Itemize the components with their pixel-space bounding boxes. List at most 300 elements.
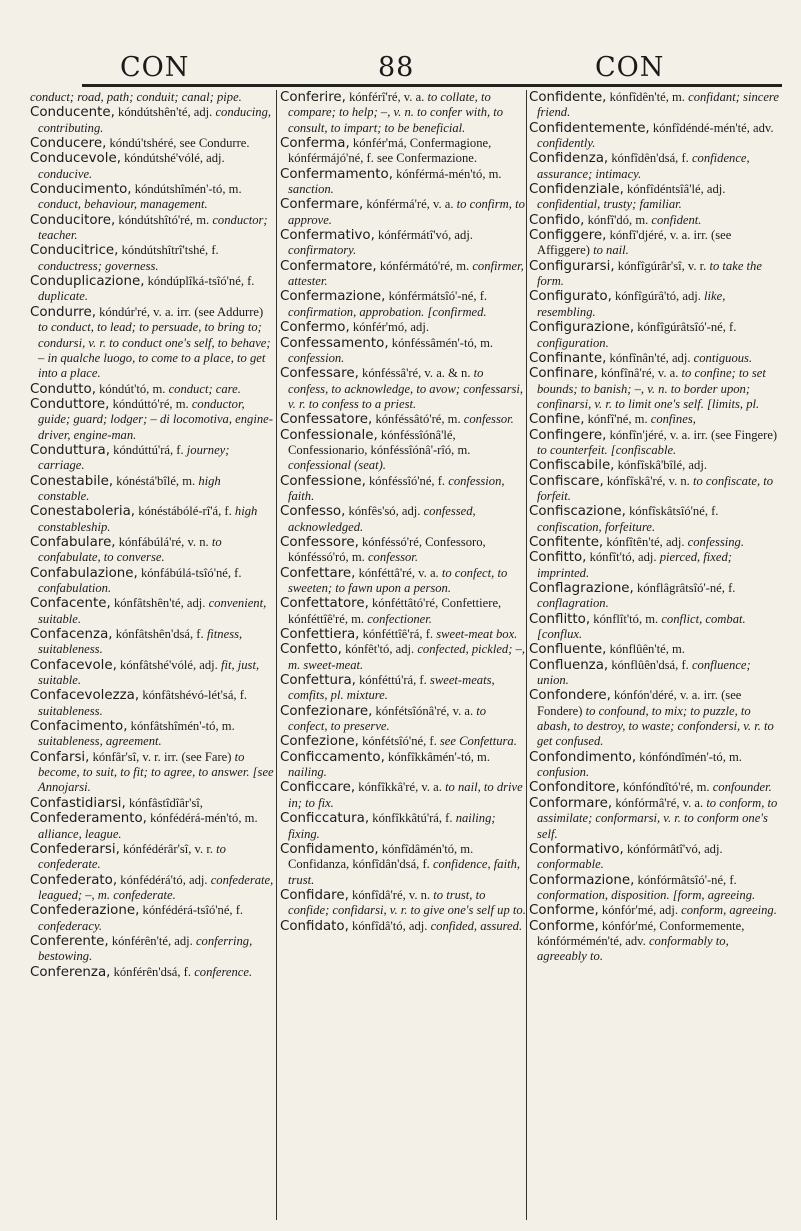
entry-headword: Confitente, bbox=[529, 534, 604, 550]
entry-gloss: sweet-meats, comfits, pl. mixture. bbox=[288, 673, 495, 703]
dictionary-entry bbox=[529, 121, 779, 152]
entry-gloss: to confirm, to approve. bbox=[288, 197, 525, 227]
entry-gloss: confirmation, approbation. [confirmed. bbox=[288, 304, 487, 319]
entry-gloss: confessor. bbox=[463, 412, 514, 427]
entry-gloss: conflict, combat. [conflux. bbox=[537, 611, 746, 642]
entry-headword: Conflagrazione, bbox=[529, 581, 634, 596]
dictionary-entry bbox=[529, 151, 779, 182]
dictionary-entry bbox=[280, 504, 526, 535]
entry-gloss: conductor, guide; guard; lodger; – di locomotiva, engine-driver, engine-man. bbox=[38, 396, 273, 442]
entry-headword: Confondere, bbox=[529, 688, 611, 704]
entry-gloss: conformable. bbox=[537, 857, 604, 872]
entry-headword: Confidente, bbox=[529, 90, 607, 105]
entry-gloss: to collate, to compare; to help; –, v. n. to confer with, to consult, to impart; to be beneficial. bbox=[288, 90, 504, 135]
entry-headword: Confezione, bbox=[280, 734, 359, 750]
entry-headword: Conestabile, bbox=[30, 473, 114, 489]
dictionary-entry bbox=[529, 428, 779, 459]
entry-pronunciation: kónférmá-mén'tó, m. bbox=[396, 166, 502, 181]
entry-gloss: to confect, to preserve. bbox=[288, 703, 487, 734]
dictionary-entry bbox=[529, 504, 779, 535]
dictionary-entry bbox=[30, 382, 274, 397]
dictionary-entry bbox=[280, 842, 526, 888]
entry-pronunciation: kónfîdéntsîâ'lé, adj. bbox=[627, 182, 726, 197]
dictionary-entry bbox=[280, 197, 526, 228]
entry-headword: Confabulare, bbox=[30, 534, 116, 550]
entry-gloss: to confess, to acknowledge, to avow; confessarsi, v. r. to confess to a priest. bbox=[288, 366, 524, 411]
entry-pronunciation: kónférên'té, adj. bbox=[111, 933, 193, 948]
entry-gloss: to trust, to confide; confidarsi, v. r. to give one's self up to. bbox=[288, 887, 526, 918]
entry-headword: Conducimento, bbox=[30, 182, 132, 198]
entry-pronunciation: kóndútshîmén'-tó, m. bbox=[134, 182, 242, 197]
dictionary-entry bbox=[280, 412, 526, 427]
entry-gloss: to take the form. bbox=[537, 258, 762, 289]
entry-gloss: to confound, to mix; to puzzle, to abash, to destroy, to waste; confondersi, v. r. to get confused. bbox=[537, 703, 774, 749]
dictionary-entry bbox=[280, 750, 526, 781]
entry-pronunciation: kóndúttó'ré, m. bbox=[112, 396, 189, 411]
dictionary-entry bbox=[280, 627, 526, 642]
dictionary-entry bbox=[529, 919, 779, 965]
dictionary-entry bbox=[30, 443, 274, 474]
entry-pronunciation: kóndútshîtó'ré, m. bbox=[118, 212, 210, 227]
dictionary-entry bbox=[30, 397, 274, 443]
entry-gloss: to conform, to assimilate; conformarsi, v. r. to conform one's self. bbox=[537, 795, 778, 841]
entry-pronunciation: kónfît'tó, adj. bbox=[589, 550, 657, 565]
entry-pronunciation: kónfîskâ'ré, v. n. bbox=[606, 473, 690, 488]
entry-headword: Confessione, bbox=[280, 473, 366, 489]
entry-gloss: conformation, disposition. [form, agreeing. bbox=[537, 887, 756, 902]
entry-headword: Confiscare, bbox=[529, 473, 604, 489]
entry-gloss: confidential, trusty; familiar. bbox=[537, 197, 682, 212]
entry-pronunciation: kóndúttú'rá, f. bbox=[113, 442, 184, 457]
entry-headword: Confederarsi, bbox=[30, 841, 120, 857]
entry-pronunciation: kónfér'mó, adj. bbox=[352, 320, 429, 335]
entry-headword: Condurre, bbox=[30, 304, 96, 320]
entry-gloss: conferring, bestowing. bbox=[38, 933, 253, 964]
entry-gloss: confectioner. bbox=[367, 611, 432, 626]
dictionary-entry bbox=[30, 934, 274, 965]
dictionary-entry bbox=[280, 320, 526, 335]
entry-gloss: contiguous. bbox=[693, 350, 753, 365]
entry-gloss: confessed, acknowledged. bbox=[288, 504, 476, 534]
entry-gloss: alliance, league. bbox=[38, 826, 122, 841]
entry-headword: Configgere, bbox=[529, 228, 607, 244]
entry-headword: Configurarsi, bbox=[529, 258, 615, 274]
running-head-right: CON bbox=[595, 52, 665, 83]
entry-headword: Confidenza, bbox=[529, 151, 609, 167]
dictionary-entry bbox=[30, 903, 274, 934]
dictionary-entry bbox=[30, 658, 274, 689]
dictionary-entry bbox=[529, 873, 779, 904]
entry-gloss: journey; carriage. bbox=[38, 442, 230, 473]
running-head-left: CON bbox=[120, 52, 190, 83]
dictionary-entry bbox=[30, 688, 274, 719]
entry-headword: Confessionale, bbox=[280, 427, 378, 443]
entry-headword: Conflitto, bbox=[529, 611, 591, 627]
entry-headword: Conferente, bbox=[30, 933, 109, 949]
dictionary-entry bbox=[30, 243, 274, 274]
dictionary-entry bbox=[280, 167, 526, 198]
entry-pronunciation: kónfîskâ'bîlé, adj. bbox=[617, 458, 707, 473]
dictionary-entry bbox=[280, 289, 526, 320]
entry-pronunciation: kónfâr'sî, v. r. irr. (see Fare) bbox=[92, 749, 232, 764]
entry-gloss: to confederate. bbox=[38, 841, 226, 872]
entry-headword: Conducitore, bbox=[30, 212, 116, 228]
entry-headword: Confiscazione, bbox=[529, 504, 626, 520]
column-1 bbox=[30, 90, 274, 1220]
entry-pronunciation: kónfórmâtî'vó, adj. bbox=[626, 841, 723, 856]
entry-gloss: high constableship. bbox=[38, 504, 258, 534]
entry-pronunciation: kónfábúlá'ré, v. n. bbox=[118, 534, 209, 549]
entry-headword: Confacevolezza, bbox=[30, 688, 140, 704]
entry-pronunciation: kónférmá'ré, v. a. bbox=[366, 197, 454, 212]
entry-gloss: confession, faith. bbox=[288, 473, 505, 503]
entry-pronunciation: kónfér'má, Confermagione, kónférmájó'né, f. see Confermazione. bbox=[288, 136, 492, 166]
dictionary-entry bbox=[529, 351, 779, 366]
entry-headword: Confluenza, bbox=[529, 657, 609, 673]
entry-pronunciation: kóndú'tshéré, see Condurre. bbox=[109, 136, 250, 151]
entry-headword: Conformativo, bbox=[529, 841, 624, 857]
entry-gloss: to confine; to set bounds; to banish; –, v. n. to border upon; confinarsi, v. r. to limit one's self. [limits, pl. bbox=[537, 366, 766, 411]
entry-pronunciation: kónférî'ré, v. a. bbox=[349, 90, 425, 104]
entry-pronunciation: kónfâtshé'vólé, adj. bbox=[120, 657, 218, 672]
entry-headword: Confettatore, bbox=[280, 596, 369, 612]
entry-headword: Confidare, bbox=[280, 887, 349, 903]
entry-headword: Confidentemente, bbox=[529, 120, 650, 136]
entry-gloss: suitableness. bbox=[38, 703, 103, 718]
entry-headword: Conficcamento, bbox=[280, 749, 385, 765]
entry-pronunciation: kónfâtshévó-lét'sá, f. bbox=[142, 688, 248, 703]
entry-pronunciation: kónférmátó'ré, m. bbox=[379, 258, 470, 273]
entry-headword: Conducitrice, bbox=[30, 243, 119, 259]
entry-headword: Conestaboleria, bbox=[30, 504, 136, 520]
entry-gloss: to nail, to drive in; to fix. bbox=[288, 780, 523, 810]
entry-gloss: confiscation, forfeiture. bbox=[537, 519, 656, 534]
entry-headword: Confabulazione, bbox=[30, 565, 138, 581]
entry-gloss: confirmatory. bbox=[288, 243, 357, 258]
entry-pronunciation: kónfîgúrâr'sî, v. r. bbox=[617, 258, 707, 273]
entry-headword: Confederato, bbox=[30, 872, 118, 888]
dictionary-entry bbox=[30, 796, 274, 811]
entry-headword: Conferma, bbox=[280, 136, 350, 152]
dictionary-entry bbox=[529, 612, 779, 643]
entry-gloss: confederacy. bbox=[38, 918, 102, 933]
dictionary-entry bbox=[30, 811, 274, 842]
entry-headword: Confermatore, bbox=[280, 258, 377, 274]
entry-gloss: configuration. bbox=[537, 335, 609, 350]
entry-pronunciation: kónfétsîó'né, f. bbox=[362, 734, 437, 749]
entry-headword: Confessamento, bbox=[280, 335, 389, 351]
entry-headword: Confettare, bbox=[280, 565, 356, 581]
entry-gloss: confines, bbox=[650, 412, 696, 427]
dictionary-entry bbox=[529, 412, 779, 427]
dictionary-entry bbox=[529, 688, 779, 749]
entry-gloss: conducive. bbox=[38, 166, 93, 181]
entry-pronunciation: kónfîkkâtú'rá, f. bbox=[372, 811, 453, 826]
entry-gloss: to confabulate, to converse. bbox=[38, 534, 222, 565]
dictionary-entry bbox=[30, 566, 274, 597]
entry-gloss: conference. bbox=[194, 964, 253, 979]
entry-pronunciation: kónfédérâr'sî, v. r. bbox=[123, 841, 213, 856]
entry-gloss: confided, assured. bbox=[430, 918, 523, 933]
entry-pronunciation: kóndút'tó, m. bbox=[99, 381, 166, 396]
entry-pronunciation: kóndúr'ré, v. a. irr. (see Addurre) bbox=[99, 304, 264, 319]
dictionary-entry bbox=[30, 274, 274, 305]
entry-pronunciation: kónfórmâtsîó'-né, f. bbox=[637, 872, 737, 887]
dictionary-entry bbox=[280, 780, 526, 811]
entry-headword: Conducente, bbox=[30, 105, 115, 121]
dictionary-entry bbox=[280, 366, 526, 412]
entry-pronunciation: kónfór'mé, adj. bbox=[601, 903, 678, 918]
entry-gloss: fitness, suitableness. bbox=[38, 627, 243, 657]
entry-headword: Confidamento, bbox=[280, 841, 379, 857]
entry-headword: Confermazione, bbox=[280, 289, 386, 305]
dictionary-entry bbox=[280, 428, 526, 474]
entry-pronunciation: kónfédérá-mén'tó, m. bbox=[150, 811, 258, 826]
entry-pronunciation: kónfóndîtó'ré, m. bbox=[622, 780, 710, 795]
entry-gloss: to conduct, to lead; to persuade, to bring to; condursi, v. r. to conduct one's self, to behave; – in qualche luogo, to come to a place, to get into a place. bbox=[38, 320, 271, 381]
dictionary-entry bbox=[280, 228, 526, 259]
dictionary-entry bbox=[529, 796, 779, 842]
entry-gloss: nailing; fixing. bbox=[288, 811, 496, 841]
entry-headword: Conformazione, bbox=[529, 872, 635, 888]
dictionary-entry bbox=[30, 213, 274, 244]
entry-gloss: confession. bbox=[288, 350, 345, 365]
dictionary-entry bbox=[30, 182, 274, 213]
entry-headword: Confidato, bbox=[280, 918, 349, 934]
entry-pronunciation: kónfâtshên'dsá, f. bbox=[115, 627, 204, 642]
entry-pronunciation: kónfábúlá-tsîó'né, f. bbox=[140, 565, 242, 580]
dictionary-entry bbox=[529, 750, 779, 781]
entry-pronunciation: kónfétsîónâ'ré, v. a. bbox=[375, 703, 474, 718]
entry-pronunciation: kónféssó'ré, Confessoro, kónféssó'ró, m. bbox=[288, 534, 486, 565]
dictionary-entry bbox=[529, 213, 779, 228]
entry-pronunciation: kónfón'déré, v. a. irr. (see Fondere) bbox=[537, 688, 742, 718]
entry-gloss: confabulation. bbox=[38, 581, 112, 595]
entry-gloss: suitableness, agreement. bbox=[38, 734, 162, 749]
dictionary-entry bbox=[529, 842, 779, 873]
entry-gloss: confounder. bbox=[712, 780, 772, 795]
entry-headword: Confinante, bbox=[529, 350, 607, 366]
dictionary-entry bbox=[280, 642, 526, 673]
entry-pronunciation: kónfâtshên'té, adj. bbox=[113, 596, 206, 611]
header-rule bbox=[82, 84, 782, 87]
entry-gloss: duplicate. bbox=[38, 289, 89, 304]
entry-pronunciation: kónfîtên'té, adj. bbox=[606, 534, 685, 549]
dictionary-entry bbox=[30, 842, 274, 873]
dictionary-entry bbox=[529, 642, 779, 657]
entry-pronunciation: kónfîgúrâtsîó'-né, f. bbox=[637, 320, 737, 335]
entry-headword: Conficcatura, bbox=[280, 811, 370, 827]
entry-gloss: conductress; governess. bbox=[38, 258, 159, 273]
dictionary-entry bbox=[30, 750, 274, 796]
entry-headword: Confluente, bbox=[529, 642, 607, 658]
entry-pronunciation: kónfînâ'ré, v. a. bbox=[601, 366, 679, 381]
entry-headword: Confezionare, bbox=[280, 703, 373, 719]
entry-pronunciation: kónfî'dó, m. bbox=[587, 212, 649, 227]
dictionary-entry bbox=[30, 151, 274, 182]
dictionary-entry bbox=[280, 566, 526, 597]
column-divider-2 bbox=[526, 90, 527, 1220]
entry-pronunciation: kónfór'mé, Conformemente, kónfórmémén'té, adv. bbox=[537, 918, 745, 948]
entry-headword: Confine, bbox=[529, 412, 585, 428]
entry-gloss: confessing. bbox=[687, 534, 744, 549]
dictionary-entry bbox=[280, 336, 526, 367]
entry-gloss: confidence, faith, trust. bbox=[288, 857, 521, 887]
entry-pronunciation: kóndúplîká-tsîó'né, f. bbox=[147, 274, 255, 289]
entry-gloss: to become, to suit, to fit; to agree, to answer. [see Annojarsi. bbox=[38, 749, 274, 795]
entry-headword: Conferire, bbox=[280, 90, 346, 105]
entry-gloss: to confiscate, to forfeit. bbox=[537, 473, 774, 503]
entry-pronunciation: kónfîdâmén'tó, m. Confidanza, kónfîdân'dsá, f. bbox=[288, 841, 474, 872]
dictionary-entry bbox=[30, 305, 274, 382]
entry-gloss: to nail. bbox=[593, 243, 629, 258]
dictionary-entry bbox=[529, 535, 779, 550]
entry-headword: Confinare, bbox=[529, 366, 598, 382]
entry-headword: Confesso, bbox=[280, 504, 346, 520]
entry-gloss: confected, pickled; –, m. sweet-meat. bbox=[288, 642, 526, 672]
dictionary-entry bbox=[280, 704, 526, 735]
entry-gloss: confederate, leagued; –, m. confederate. bbox=[38, 872, 274, 902]
entry-headword: Confastidiarsi, bbox=[30, 795, 126, 811]
dictionary-entry bbox=[529, 289, 779, 320]
entry-headword: Configurazione, bbox=[529, 320, 635, 336]
entry-gloss: see Confettura. bbox=[439, 734, 517, 749]
entry-headword: Conducere, bbox=[30, 136, 107, 152]
entry-pronunciation: kónéstábólé-rî'á, f. bbox=[138, 504, 232, 519]
entry-pronunciation: kónféssâ'ré, v. a. & n. bbox=[362, 366, 471, 381]
dictionary-entry bbox=[30, 504, 274, 535]
entry-headword: Configurato, bbox=[529, 289, 612, 305]
entry-gloss: confidant; sincere friend. bbox=[537, 90, 779, 120]
dictionary-entry bbox=[30, 873, 274, 904]
entry-headword: Confidenziale, bbox=[529, 182, 624, 198]
dictionary-entry bbox=[529, 474, 779, 505]
entry-pronunciation: kónféssîó'né, f. bbox=[369, 473, 446, 488]
entry-headword: Confacevole, bbox=[30, 657, 117, 673]
column-3 bbox=[529, 90, 779, 1220]
dictionary-entry bbox=[30, 965, 274, 980]
entry-gloss: conformably to, agreeably to. bbox=[537, 933, 729, 964]
entry-pronunciation: kónfîkkâmén'-tó, m. bbox=[388, 749, 490, 764]
column-2 bbox=[280, 90, 526, 1220]
entry-headword: Confederamento, bbox=[30, 811, 147, 827]
entry-headword: Confitto, bbox=[529, 550, 587, 566]
entry-gloss: conduct; care. bbox=[168, 381, 241, 396]
entry-pronunciation: kónflâgrâtsîó'-né, f. bbox=[636, 581, 736, 595]
entry-gloss: confessor. bbox=[367, 550, 418, 565]
entry-pronunciation: kónfîdâ'tó, adj. bbox=[352, 918, 428, 933]
entry-gloss: fit, just, suitable. bbox=[38, 657, 260, 688]
dictionary-entry bbox=[529, 366, 779, 412]
entry-headword: Confonditore, bbox=[529, 780, 620, 796]
entry-gloss: like, resembling. bbox=[537, 289, 726, 319]
entry-gloss: confluence; union. bbox=[537, 657, 751, 688]
entry-pronunciation: kónféttîê'rá, f. bbox=[362, 627, 434, 642]
entry-headword: Confettiera, bbox=[280, 627, 360, 643]
entry-pronunciation: kónfîdên'té, m. bbox=[609, 90, 685, 104]
dictionary-entry bbox=[30, 105, 274, 136]
entry-pronunciation: kónfóndîmén'-tó, m. bbox=[639, 749, 742, 764]
dictionary-entry bbox=[30, 719, 274, 750]
entry-pronunciation: kónfâtshîmén'-tó, m. bbox=[130, 719, 235, 734]
entry-gloss: sanction. bbox=[288, 182, 334, 197]
dictionary-entry bbox=[529, 903, 779, 918]
dictionary-entry bbox=[280, 888, 526, 919]
entry-pronunciation: kónfâstîdîâr'sî, bbox=[128, 795, 203, 810]
entry-headword: Confarsi, bbox=[30, 749, 90, 765]
entry-pronunciation: kónfîkkâ'ré, v. a. bbox=[358, 780, 442, 795]
entry-gloss: convenient, suitable. bbox=[38, 596, 267, 626]
entry-headword: Confessore, bbox=[280, 534, 359, 550]
entry-pronunciation: kónfórmâ'ré, v. a. bbox=[615, 795, 704, 810]
entry-pronunciation: kónfês'só, adj. bbox=[348, 504, 421, 519]
dictionary-entry bbox=[280, 90, 526, 136]
dictionary-entry bbox=[529, 550, 779, 581]
dictionary-entry bbox=[280, 136, 526, 167]
entry-gloss: to confect, to sweeten; to fawn upon a person. bbox=[288, 565, 508, 595]
dictionary-entry bbox=[529, 320, 779, 351]
entry-headword: Confermamento, bbox=[280, 166, 393, 182]
dictionary-entry bbox=[529, 90, 779, 121]
entry-headword: Conduttura, bbox=[30, 442, 110, 458]
dictionary-entry bbox=[280, 734, 526, 749]
dictionary-entry bbox=[529, 259, 779, 290]
entry-gloss: pierced, fixed; imprinted. bbox=[537, 550, 732, 580]
entry-headword: Confacimento, bbox=[30, 719, 128, 735]
entry-headword: Conforme, bbox=[529, 903, 599, 919]
entry-pronunciation: kónfîdâ'ré, v. n. bbox=[352, 887, 431, 902]
entry-headword: Confederazione, bbox=[30, 903, 140, 919]
entry-headword: Conduplicazione, bbox=[30, 274, 145, 290]
entry-pronunciation: kónfî'djéré, v. a. irr. (see Affiggere) bbox=[537, 228, 732, 258]
dictionary-entry bbox=[280, 535, 526, 566]
entry-pronunciation: kónféssâtó'ré, m. bbox=[375, 412, 461, 427]
entry-pronunciation: kónférên'dsá, f. bbox=[113, 964, 192, 979]
dictionary-entry bbox=[529, 581, 779, 612]
entry-pronunciation: kónféttâ'ré, v. a. bbox=[358, 565, 439, 580]
entry-headword: Conforme, bbox=[529, 918, 599, 934]
dictionary-entry bbox=[280, 474, 526, 505]
entry-headword: Confiscabile, bbox=[529, 458, 615, 474]
entry-pronunciation: kónféttú'rá, f. bbox=[359, 673, 427, 688]
entry-gloss: conduct, behaviour, management. bbox=[38, 197, 208, 212]
entry-gloss: conduct; road, path; conduit; canal; pipe. bbox=[30, 90, 242, 104]
entry-gloss: confusion. bbox=[537, 765, 590, 780]
dictionary-entry bbox=[529, 182, 779, 213]
dictionary-entry bbox=[30, 136, 274, 151]
entry-pronunciation: kónfîdên'dsá, f. bbox=[611, 151, 689, 166]
entry-gloss: to counterfeit. [confiscable. bbox=[537, 442, 677, 457]
entry-gloss: confidently. bbox=[537, 136, 596, 151]
entry-gloss: conform, agreeing. bbox=[681, 903, 777, 918]
entry-gloss: sweet-meat box. bbox=[436, 627, 518, 642]
entry-headword: Confermativo, bbox=[280, 228, 375, 244]
entry-headword: Confetto, bbox=[280, 642, 342, 658]
entry-pronunciation: kónfîdéndé-mén'té, adv. bbox=[652, 120, 774, 135]
entry-gloss: conductor; teacher. bbox=[38, 212, 268, 243]
entry-headword: Confacenza, bbox=[30, 627, 113, 643]
entry-gloss: nailing. bbox=[288, 765, 327, 780]
entry-headword: Condutto, bbox=[30, 381, 96, 397]
dictionary-entry bbox=[30, 627, 274, 658]
entry-pronunciation: kónfédérá'tó, adj. bbox=[120, 872, 208, 887]
entry-headword: Conducevole, bbox=[30, 151, 121, 167]
dictionary-entry bbox=[30, 535, 274, 566]
entry-headword: Confondimento, bbox=[529, 749, 637, 765]
entry-headword: Confessatore, bbox=[280, 412, 373, 428]
entry-pronunciation: kónflûên'dsá, f. bbox=[611, 657, 689, 672]
entry-gloss: conflagration. bbox=[537, 596, 609, 611]
